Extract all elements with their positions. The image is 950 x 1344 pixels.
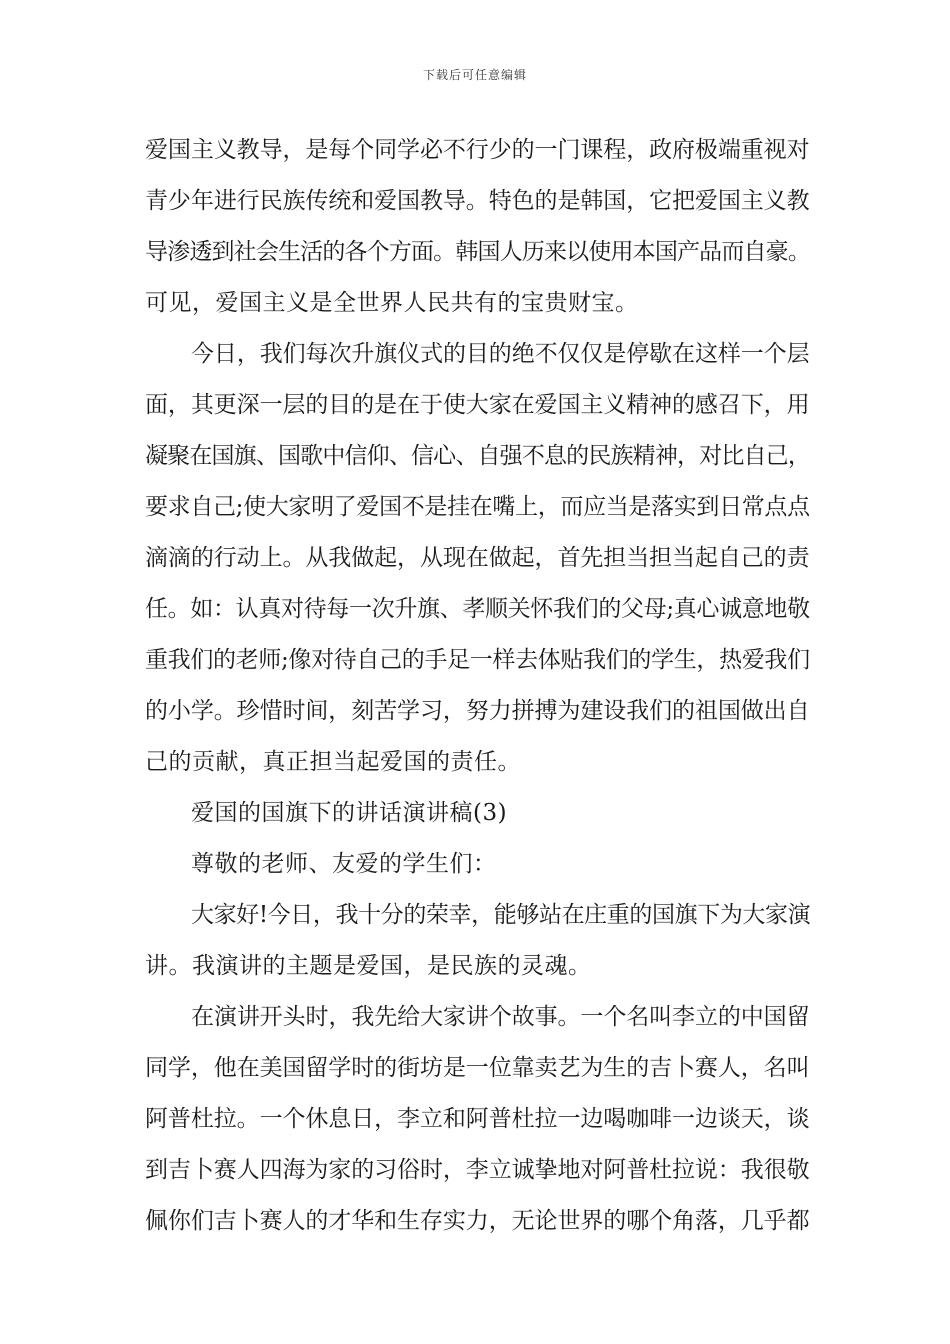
- text-line: 今日，我们每次升旗仪式的目的绝不仅仅是停歇在这样一个层: [191, 341, 810, 367]
- text-line: 佩你们吉卜赛人的才华和生存实力，无论世界的哪个角落，几乎都: [145, 1208, 810, 1234]
- text-line: 尊敬的老师、友爱的学生们：: [191, 851, 497, 877]
- text-line: 滴滴的行动上。从我做起，从现在做起，首先担当担当起自己的责: [145, 545, 810, 571]
- text-line: 己的贡献，真正担当起爱国的责任。: [145, 749, 521, 775]
- text-line: 重我们的老师;像对待自己的手足一样去体贴我们的学生，热爱我们: [145, 647, 810, 673]
- text-line: 爱国的国旗下的讲话演讲稿(3): [191, 800, 508, 826]
- text-line: 在演讲开头时，我先给大家讲个故事。一个名叫李立的中国留: [191, 1004, 810, 1030]
- text-line: 大家好!今日，我十分的荣幸，能够站在庄重的国旗下为大家演: [191, 902, 811, 928]
- text-line: 凝聚在国旗、国歌中信仰、信心、自强不息的民族精神，对比自己，: [145, 443, 811, 469]
- text-line: 同学，他在美国留学时的街坊是一位靠卖艺为生的吉卜赛人，名叫: [145, 1055, 810, 1081]
- page-header: 下载后可任意编辑: [422, 68, 527, 82]
- text-line: 讲。我演讲的主题是爱国，是民族的灵魂。: [145, 953, 592, 979]
- text-line: 要求自己;使大家明了爱国不是挂在嘴上，而应当是落实到日常点点: [145, 494, 810, 520]
- text-line: 爱国主义教导，是每个同学必不行少的一门课程，政府极端重视对: [145, 137, 810, 163]
- text-line: 任。如：认真对待每一次升旗、孝顺关怀我们的父母;真心诚意地敬: [145, 596, 810, 622]
- text-line: 面，其更深一层的目的是在于使大家在爱国主义精神的感召下，用: [145, 392, 810, 418]
- text-line: 阿普杜拉。一个休息日，李立和阿普杜拉一边喝咖啡一边谈天，谈: [145, 1106, 810, 1132]
- text-line: 可见，爱国主义是全世界人民共有的宝贵财宝。: [145, 290, 639, 316]
- text-line: 到吉卜赛人四海为家的习俗时，李立诚挚地对阿普杜拉说：我很敬: [145, 1157, 810, 1183]
- text-line: 导渗透到社会生活的各个方面。韩国人历来以使用本国产品而自豪。: [145, 239, 811, 265]
- text-line: 青少年进行民族传统和爱国教导。特色的是韩国，它把爱国主义教: [145, 188, 810, 214]
- text-line: 的小学。珍惜时间，刻苦学习，努力拼搏为建设我们的祖国做出自: [145, 698, 810, 724]
- document-body: [145, 125, 810, 1247]
